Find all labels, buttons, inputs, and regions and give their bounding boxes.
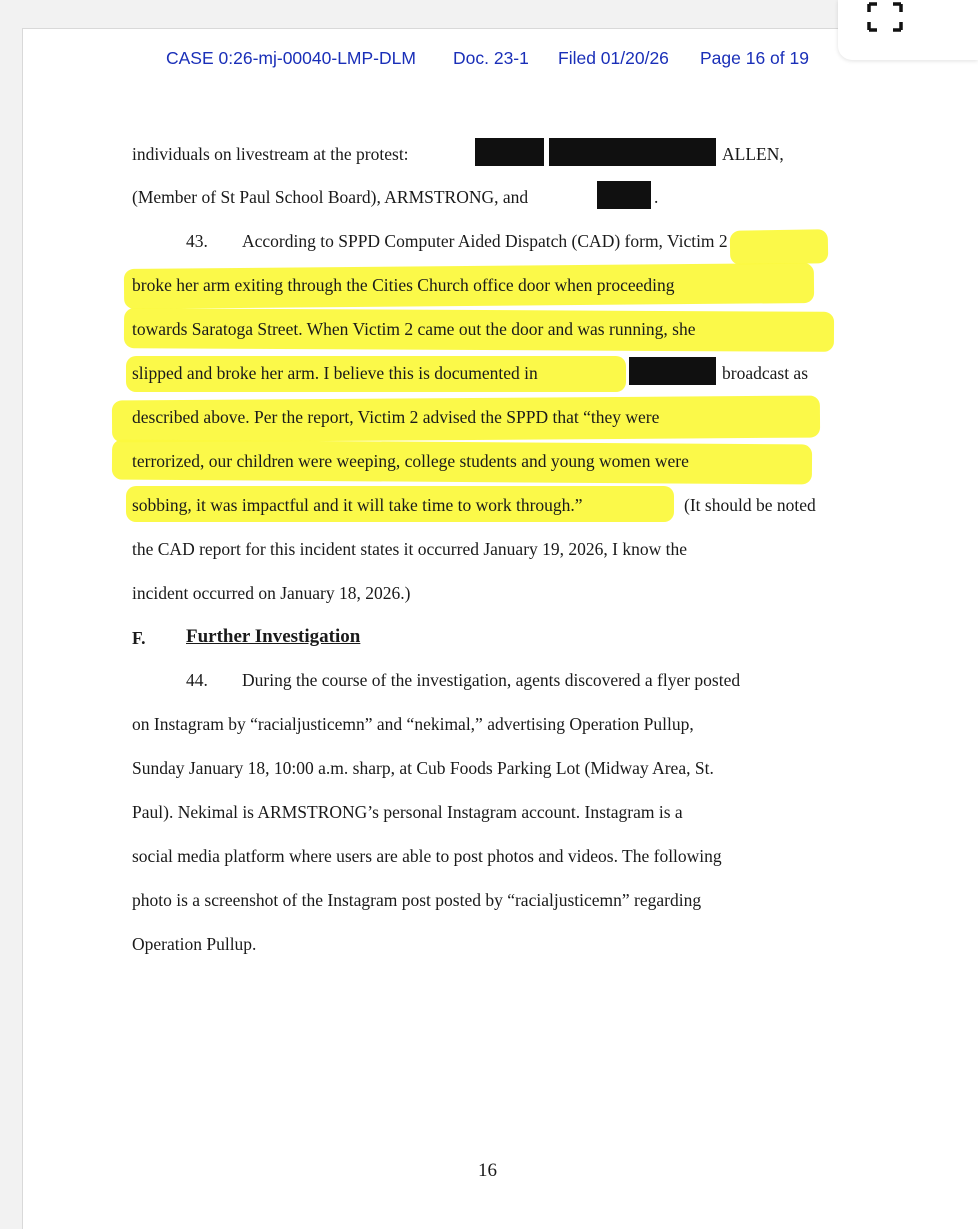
redaction-block: [549, 138, 716, 166]
text-line: the CAD report for this incident states it occurred January 19, 2026, I know the: [132, 539, 688, 559]
text-line: incident occurred on January 18, 2026.): [132, 583, 411, 603]
text-line: broke her arm exiting through the Cities Church office door when proceeding: [132, 275, 675, 295]
highlight-stroke: [730, 229, 829, 265]
expand-corners-icon: [865, 0, 905, 34]
text-line: Sunday January 18, 10:00 a.m. sharp, at Cub Foods Parking Lot (Midway Area, St.: [132, 758, 714, 778]
text-line: individuals on livestream at the protest:: [132, 144, 409, 164]
text-line: sobbing, it was impactful and it will take time to work through.”: [132, 495, 583, 515]
text-line: on Instagram by “racialjusticemn” and “nekimal,” advertising Operation Pullup,: [132, 714, 694, 734]
text-line: Paul). Nekimal is ARMSTRONG’s personal Instagram account. Instagram is a: [132, 802, 683, 822]
redaction-block: [597, 181, 651, 209]
text-line: ALLEN,: [722, 144, 784, 164]
page-number: 16: [478, 1160, 497, 1181]
text-line: described above. Per the report, Victim 2 advised the SPPD that “they were: [132, 407, 660, 427]
text-line: terrorized, our children were weeping, college students and young women were: [132, 451, 689, 471]
text-line: (It should be noted: [684, 495, 816, 515]
section-title: Further Investigation: [186, 626, 361, 647]
text-line: photo is a screenshot of the Instagram post posted by “racialjusticemn” regarding: [132, 890, 702, 910]
paragraph-number: 44.: [186, 670, 208, 690]
redaction-block: [475, 138, 544, 166]
section-letter: F.: [132, 628, 146, 648]
text-line: social media platform where users are able to post photos and videos. The following: [132, 846, 722, 866]
redaction-block: [629, 357, 716, 385]
text-line: slipped and broke her arm. I believe this is documented in: [132, 363, 538, 383]
text-line: broadcast as: [722, 363, 809, 383]
text-line: According to SPPD Computer Aided Dispatch (CAD) form, Victim 2: [242, 231, 728, 251]
text-line: towards Saratoga Street. When Victim 2 came out the door and was running, she: [132, 319, 696, 339]
page-count: Page 16 of 19: [700, 48, 809, 68]
text-line: .: [654, 187, 659, 207]
doc-number: Doc. 23-1: [453, 48, 529, 68]
case-number: CASE 0:26-mj-00040-LMP-DLM: [166, 48, 416, 68]
text-line: (Member of St Paul School Board), ARMSTRONG, and: [132, 187, 529, 207]
text-line: During the course of the investigation, agents discovered a flyer posted: [242, 670, 741, 690]
text-line: Operation Pullup.: [132, 934, 257, 954]
paragraph-number: 43.: [186, 231, 208, 251]
filed-date: Filed 01/20/26: [558, 48, 669, 68]
case-header: [0, 48, 978, 72]
